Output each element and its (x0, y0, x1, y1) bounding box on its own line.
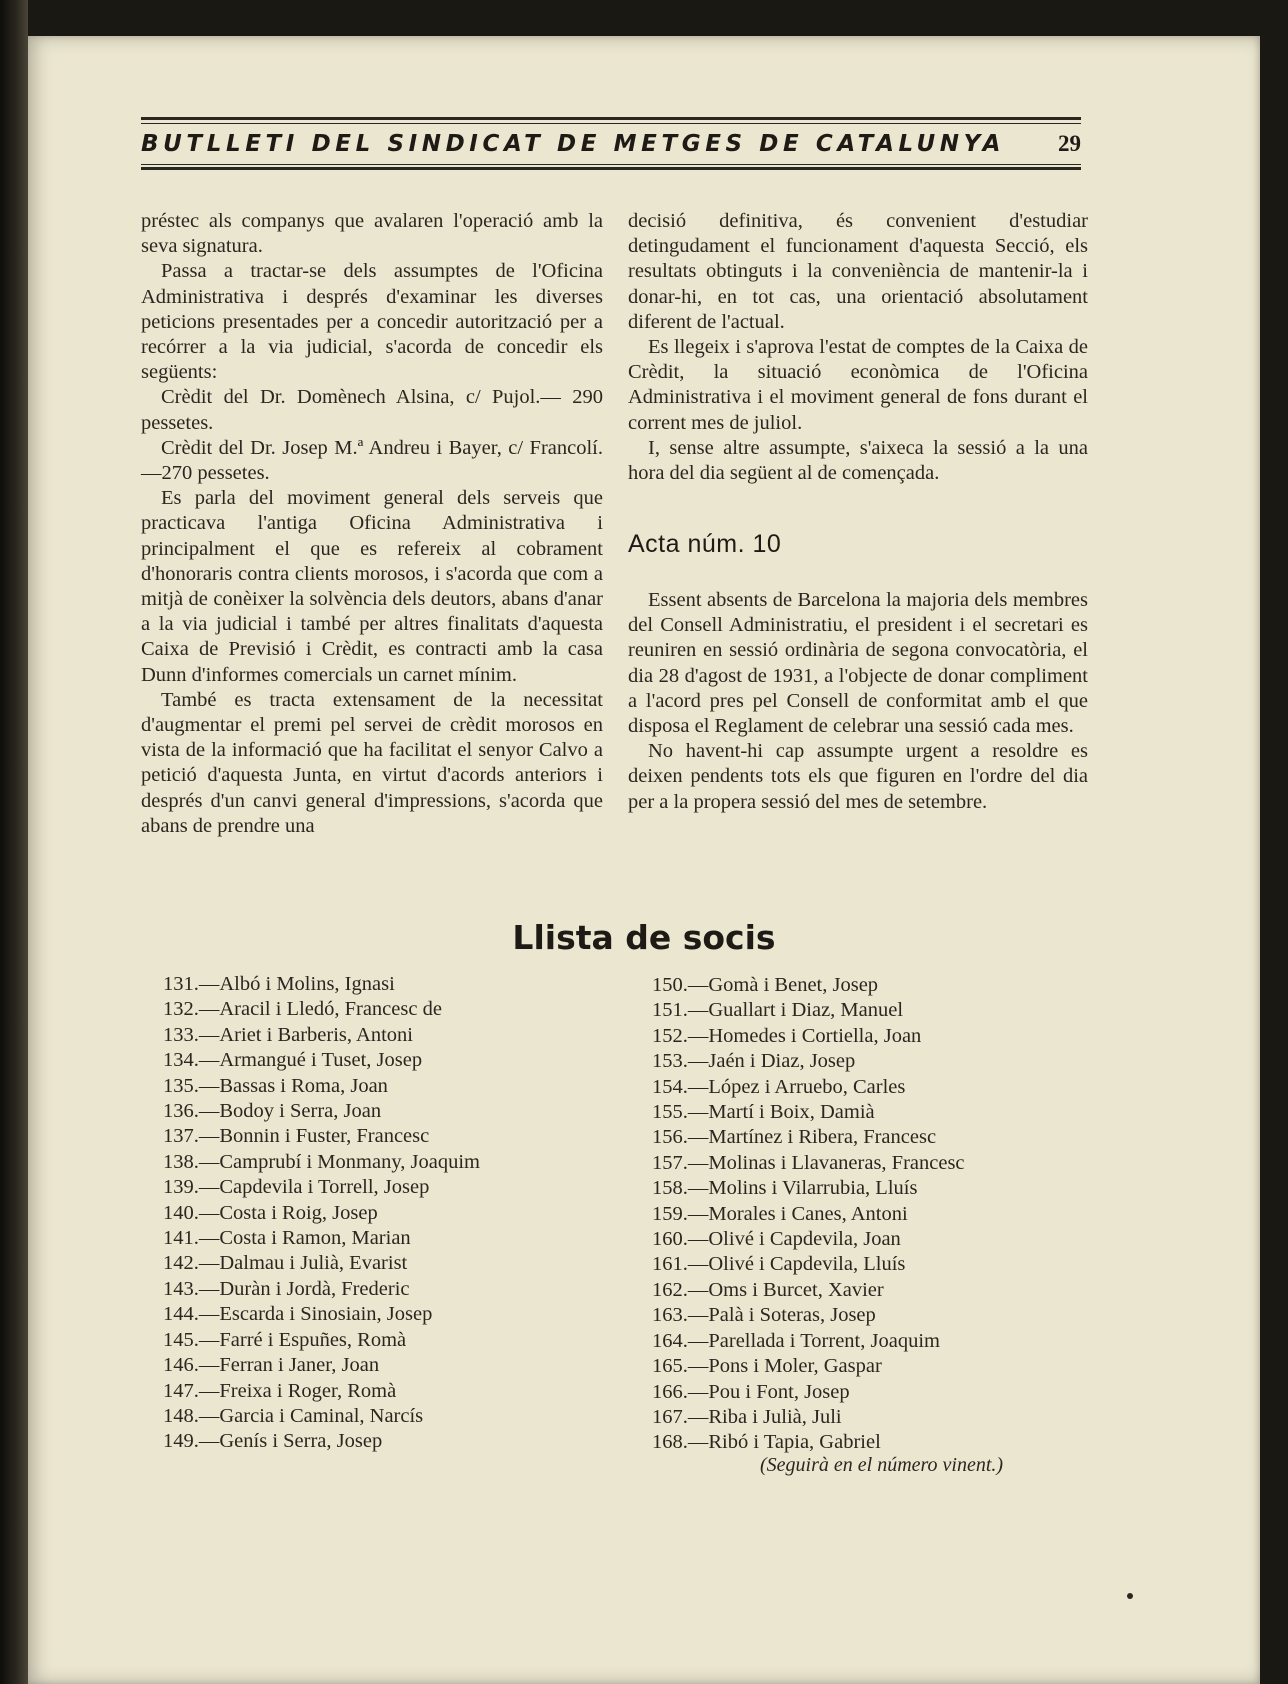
member-entry: 168.—Ribó i Tapia, Gabriel (652, 1431, 881, 1454)
journal-title: BUTLLETI DEL SINDICAT DE METGES DE CATALUNYA (141, 131, 1006, 157)
section-title: Llista de socis (512, 918, 776, 957)
member-entry: 164.—Parellada i Torrent, Joaquim (652, 1329, 940, 1352)
member-entry: 160.—Olivé i Capdevila, Joan (652, 1228, 901, 1251)
member-entry: 157.—Molinas i Llavaneras, Francesc (652, 1151, 965, 1174)
member-entry: 142.—Dalmau i Julià, Evarist (163, 1252, 408, 1275)
member-entry: 165.—Pons i Moler, Gaspar (652, 1355, 882, 1378)
right-column (628, 209, 1088, 486)
running-header (141, 117, 1081, 172)
paragraph: Crèdit del Dr. Josep M.ª Andreu i Bayer, c/ Francolí.—270 pessetes. (141, 436, 603, 485)
member-entry: 158.—Molins i Vilarrubia, Lluís (652, 1177, 918, 1200)
paragraph: préstec als companys que avalaren l'operació amb la seva signatura. (141, 210, 603, 258)
book-binding (0, 0, 28, 1684)
header-rule (141, 167, 1081, 170)
member-entry: 159.—Morales i Canes, Antoni (652, 1202, 908, 1225)
acta-heading: Acta núm. 10 (628, 530, 782, 558)
member-entry: 156.—Martínez i Ribera, Francesc (652, 1126, 937, 1149)
members-list-right (652, 973, 965, 1456)
member-entry: 163.—Palà i Soteras, Josep (652, 1304, 876, 1327)
member-entry: 140.—Costa i Roig, Josep (163, 1201, 378, 1224)
member-entry: 155.—Martí i Boix, Damià (652, 1101, 875, 1124)
page-number: 29 (1058, 131, 1081, 156)
member-entry: 139.—Capdevila i Torrell, Josep (163, 1176, 430, 1199)
member-entry: 150.—Gomà i Benet, Josep (652, 974, 879, 996)
member-entry: 145.—Farré i Espuñes, Romà (163, 1328, 407, 1351)
member-entry: 136.—Bodoy i Serra, Joan (163, 1100, 382, 1123)
member-entry: 141.—Costa i Ramon, Marian (163, 1227, 411, 1250)
member-entry: 147.—Freixa i Roger, Romà (163, 1379, 397, 1402)
member-entry: 153.—Jaén i Diaz, Josep (652, 1050, 856, 1073)
paragraph: No havent-hi cap assumpte urgent a resoldre es deixen pendents tots els que figuren en l'ordre del dia per a la propera sessió del mes de setembre. (628, 740, 1088, 813)
continued-note: (Seguirà en el número vinent.) (760, 1454, 1004, 1476)
members-list-left (163, 972, 480, 1455)
paragraph: Crèdit del Dr. Domènech Alsina, c/ Pujol.— 290 pessetes. (141, 386, 603, 434)
member-entry: 144.—Escarda i Sinosiain, Josep (163, 1303, 433, 1326)
member-entry: 167.—Riba i Julià, Juli (652, 1405, 842, 1428)
member-entry: 162.—Oms i Burcet, Xavier (652, 1278, 884, 1301)
member-entry: 137.—Bonnin i Fuster, Francesc (163, 1125, 430, 1148)
member-entry: 131.—Albó i Molins, Ignasi (163, 973, 395, 995)
member-entry: 138.—Camprubí i Monmany, Joaquim (163, 1150, 480, 1173)
member-entry: 149.—Genís i Serra, Josep (163, 1430, 383, 1453)
paragraph: Es llegeix i s'aprova l'estat de comptes de la Caixa de Crèdit, la situació econòmica de l'Oficina Administrativa i el moviment general de fons durant el corrent mes de juliol. (628, 336, 1088, 434)
member-entry: 154.—López i Arruebo, Carles (652, 1075, 906, 1098)
paragraph: I, sense altre assumpte, s'aixeca la sessió a la una hora del dia següent al de començada. (628, 436, 1088, 485)
ink-dot (1127, 1593, 1133, 1599)
acta-body (628, 588, 1088, 815)
member-entry: 166.—Pou i Font, Josep (652, 1380, 850, 1403)
member-entry: 161.—Olivé i Capdevila, Lluís (652, 1253, 906, 1276)
member-entry: 143.—Duràn i Jordà, Frederic (163, 1277, 410, 1300)
paragraph: També es tracta extensament de la necessitat d'augmentar el premi pel servei de crèdit morosos en vista de la informació que ha facilitat el senyor Calvo a petició d'aquesta Junta, en virtut d'acords anteriors i després d'un canvi general d'impressions, s'acorda que abans de prendre una (141, 688, 603, 837)
member-entry: 146.—Ferran i Janer, Joan (163, 1354, 380, 1377)
member-entry: 152.—Homedes i Cortiella, Joan (652, 1024, 922, 1047)
paragraph: decisió definitiva, és convenient d'estudiar detingudament el funcionament d'aquesta Secció, els resultats obtinguts i la conveniència de mantenir-la i donar-hi, en tot cas, una orientació absolutament diferent de l'actual. (628, 210, 1088, 333)
member-entry: 148.—Garcia i Caminal, Narcís (163, 1404, 424, 1427)
member-entry: 135.—Bassas i Roma, Joan (163, 1074, 388, 1097)
paragraph: Essent absents de Barcelona la majoria dels membres del Consell Administratiu, el president i el secretari es reuniren en sessió ordinària de segona convocatòria, el dia 28 d'agost de 1931, a l'objecte de donar compliment a l'acord pres pel Consell de conformitat amb el que disposa el Reglament de celebrar una sessió cada mes. (628, 589, 1088, 738)
header-rule (141, 164, 1081, 165)
member-entry: 132.—Aracil i Lledó, Francesc de (163, 998, 442, 1021)
member-entry: 151.—Guallart i Diaz, Manuel (652, 999, 904, 1022)
header-rule (141, 117, 1081, 120)
header-rule (141, 123, 1081, 124)
paragraph: Es parla del moviment general dels serveis que practicava l'antiga Oficina Administrativa i principalment el que es refereix al cobrament d'honoraris contra clients morosos, i s'acorda que com a mitjà de conèixer la solvència dels deutors, abans d'anar a la via judicial i també per altres finalitats d'aquesta Caixa de Previsió i Crèdit, es contracti amb la casa Dunn d'informes comercials un carnet mínim. (141, 487, 603, 686)
member-entry: 134.—Armangué i Tuset, Josep (163, 1049, 423, 1072)
left-column (141, 209, 603, 839)
paragraph: Passa a tractar-se dels assumptes de l'Oficina Administrativa i després d'examinar les diverses peticions presentades per a concedir autorització per a recórrer a la via judicial, s'acorda de concedir els següents: (141, 260, 603, 384)
member-entry: 133.—Ariet i Barberis, Antoni (163, 1023, 413, 1046)
